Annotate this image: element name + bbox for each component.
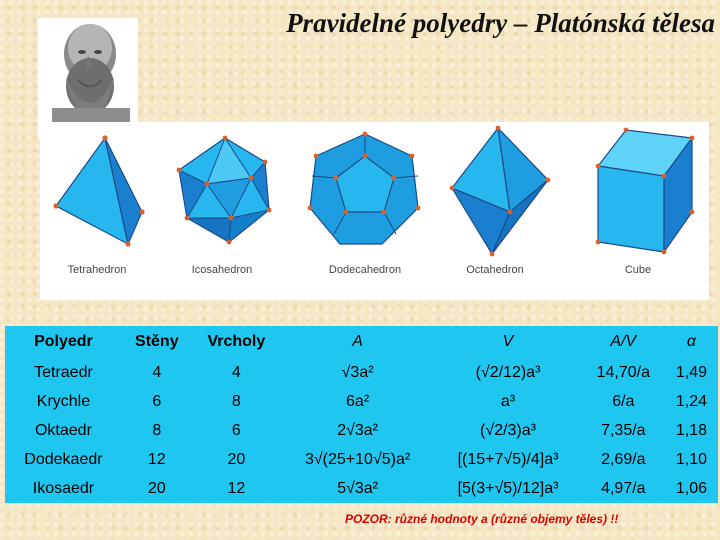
icosahedron-icon — [165, 126, 285, 256]
solid-label-tetrahedron: Tetrahedron — [67, 264, 127, 276]
table-cell: a³ — [500, 392, 516, 410]
table-cell: [(15+7√5)/4]a³ — [457, 450, 559, 468]
table-cell: 20 — [227, 450, 246, 468]
table-cell: Tetraedr — [34, 363, 93, 381]
warning-note: POZOR: různé hodnoty a (různé objemy těles) !! — [345, 512, 619, 526]
solid-label-octahedron: Octahedron — [466, 264, 524, 276]
table-cell: Krychle — [36, 392, 91, 410]
dodecahedron-icon — [300, 126, 430, 256]
table-cell: 1,18 — [675, 421, 708, 439]
table-cell: 1,49 — [675, 363, 708, 381]
table-cell: 3√(25+10√5)a² — [305, 450, 411, 468]
page-title: Pravidelné polyedry – Platónská tělesa — [286, 8, 715, 38]
table-cell: 6a² — [346, 392, 370, 410]
plato-portrait — [38, 18, 138, 138]
table-cell: [5(3+√5)/12]a³ — [457, 479, 559, 497]
col-header-steny: Stěny — [135, 333, 179, 350]
col-header-area: A — [352, 333, 363, 350]
table-cell: 7,35/a — [601, 421, 646, 439]
table-cell: 6 — [152, 392, 162, 410]
tetrahedron-icon — [40, 126, 160, 256]
table-cell: √3a² — [341, 363, 374, 381]
table-cell: Oktaedr — [34, 421, 92, 439]
table-row — [5, 416, 718, 445]
table-cell: 6 — [231, 421, 241, 439]
table-cell: Dodekaedr — [24, 450, 103, 468]
solid-label-dodecahedron: Dodecahedron — [328, 264, 402, 276]
table-cell: 12 — [147, 450, 166, 468]
table-row — [5, 474, 718, 503]
table-cell: Ikosaedr — [32, 479, 95, 497]
solid-label-icosahedron: Icosahedron — [191, 264, 253, 276]
octahedron-icon — [440, 126, 560, 261]
table-cell: 4 — [152, 363, 162, 381]
table-cell: 4,97/a — [601, 479, 646, 497]
table-cell: 12 — [227, 479, 246, 497]
col-header-ratio: A/V — [610, 333, 637, 350]
table-row — [5, 445, 718, 474]
table-cell: 1,24 — [675, 392, 708, 410]
table-row — [5, 387, 718, 416]
table-cell: 6/a — [612, 392, 635, 410]
table-cell: 2√3a² — [337, 421, 378, 439]
col-header-volume: V — [502, 333, 514, 350]
table-cell: 8 — [231, 392, 241, 410]
table-row — [5, 358, 718, 387]
table-cell: 4 — [231, 363, 241, 381]
table-cell: 2,69/a — [601, 450, 646, 468]
table-cell: 8 — [152, 421, 162, 439]
table-cell: 1,10 — [675, 450, 708, 468]
col-header-polyedr: Polyedr — [34, 333, 93, 350]
table-cell: 1,06 — [675, 479, 708, 497]
table-cell: 5√3a² — [337, 479, 378, 497]
table-cell: (√2/12)a³ — [475, 363, 541, 381]
polyhedra-table — [5, 326, 718, 503]
col-header-alpha: α — [686, 333, 697, 350]
table-cell: 14,70/a — [596, 363, 651, 381]
solids-panel — [40, 122, 709, 300]
table-cell: (√2/3)a³ — [480, 421, 536, 439]
solid-label-cube: Cube — [624, 264, 652, 276]
col-header-vrcholy: Vrcholy — [207, 333, 266, 350]
table-cell: 20 — [147, 479, 166, 497]
table-header-row — [5, 326, 718, 358]
cube-icon — [580, 126, 705, 256]
